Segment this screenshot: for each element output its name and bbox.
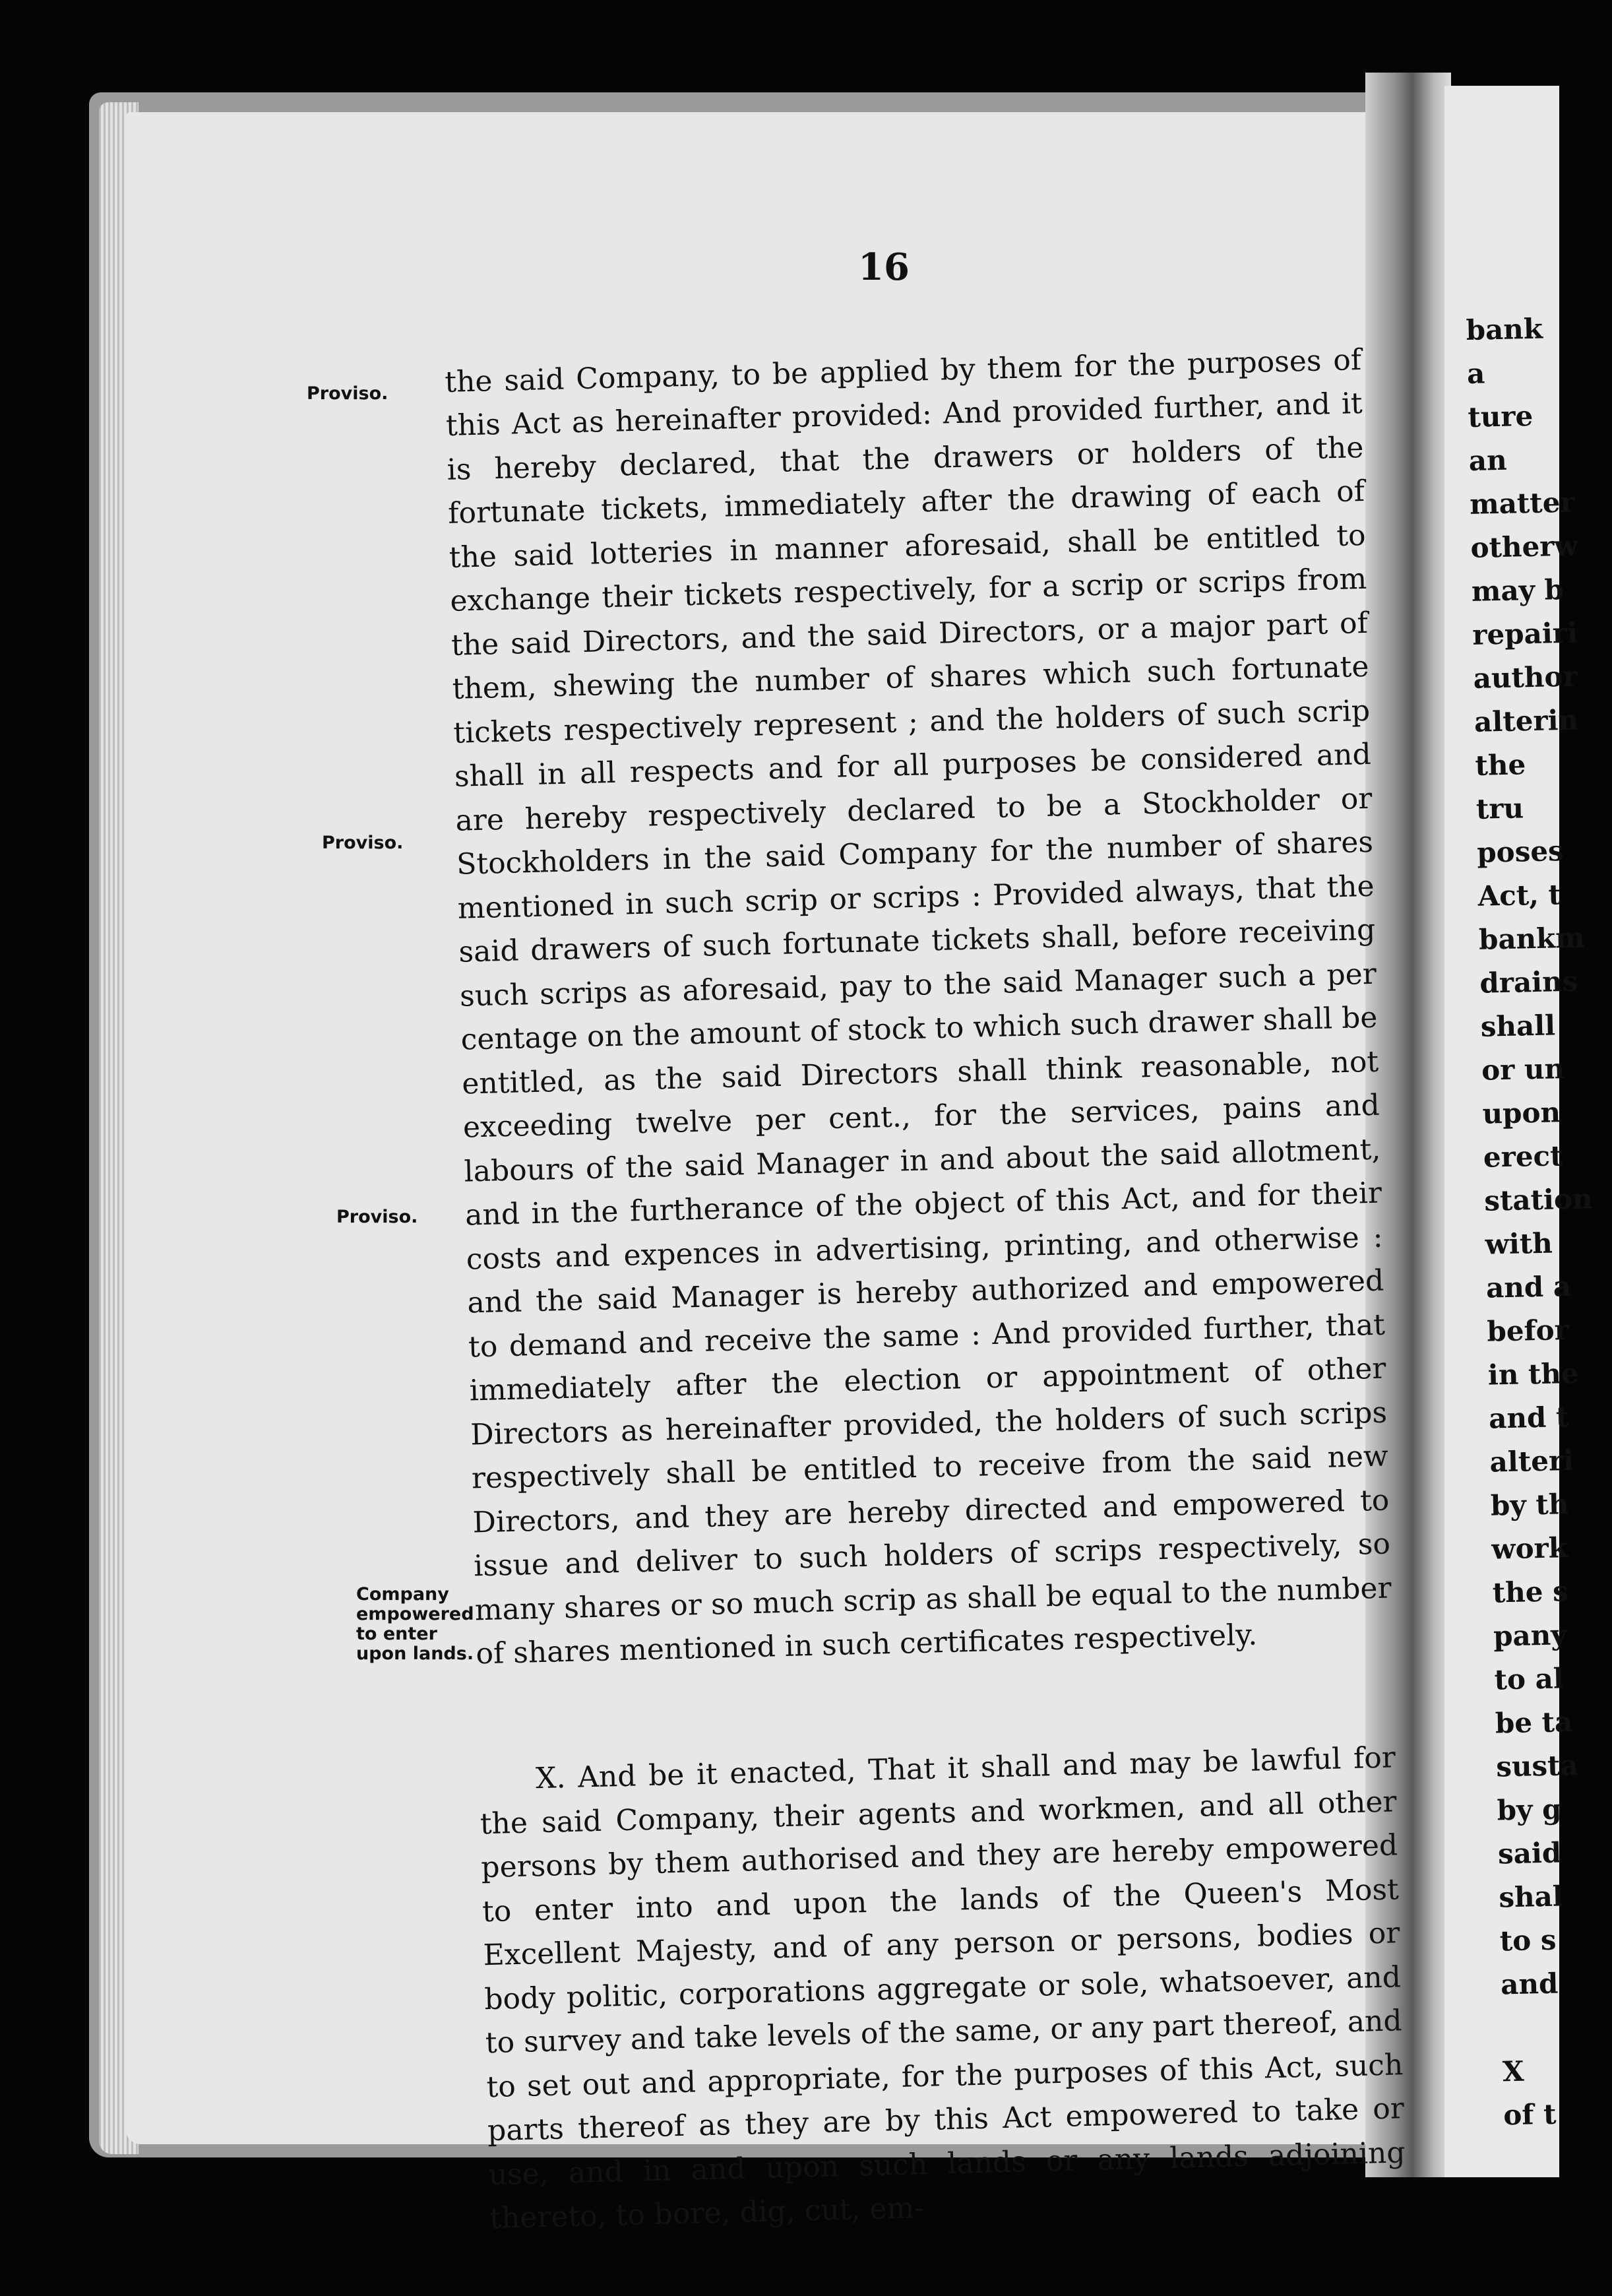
margin-note-company-empowered: Company empowered to enter upon lands. [356, 1584, 474, 1664]
page-number: 16 [858, 245, 910, 289]
margin-note-proviso-3: Proviso. [336, 1207, 418, 1227]
facing-page-text: bank a ture an matter otherw may b repairi author alterin the tru poses Act, t bankm drains shall or un upon erect station with and a befor in the and t alteri by th work the s pany to al be ta susta by g said shal to s and X of t [1466, 312, 1593, 2132]
margin-note-proviso-2: Proviso. [322, 833, 404, 853]
page-body-text [443, 294, 1408, 2285]
margin-note-proviso-1: Proviso. [307, 383, 388, 404]
paragraph-provisos: the said Company, to be applied by them for the purposes of this Act as hereinafter provided: And provided further, and it is hereby declared, that the drawers or holders of the fortunate tickets, immediately after the drawing of each of the said lotteries in manner aforesaid, shall be entitled to exchange their tickets respectively, for a scrip or scrips from the said Directors, and the said Directors, or a major part of them, shewing the number of shares which such fortunate tickets respectively represent ; and the holders of such scrip shall in all respects and for all purposes be considered and are hereby respectively declared to be a Stockholder or Stockholders in the said Company for the number of shares mentioned in such scrip or scrips : Provided always, that the said drawers of such fortunate tickets shall, before receiving such scrips as aforesaid, pay to the said Manager such a per centage on the amount of stock to which such drawer shall be entitled, as the said Directors shall think reasonable, not exceeding twelve per cent., for the services, pains and labours of the said Manager in and about the said allotment, and in the furtherance of the object of this Act, and for their costs and expences in advertising, printing, and otherwise : and the said Manager is hereby authorized and empowered to demand and receive the same : And provided further, that immediately after the election or appointment of other Directors as hereinafter provided, the holders of such scrips respectively shall be entitled to receive from the said new Directors, and they are hereby directed and empowered to issue and deliver to such holders of scrips respectively, so many shares or so much scrip as shall be equal to the number of shares mentioned in such certificates respectively. [444, 342, 1392, 1671]
paragraph-section-x: X. And be it enacted, That it shall and may be lawful for the said Company, their agents and workmen, and all other persons by them authorised and they are hereby empowered to enter into and upon the lands of the Queen's Most Excellent Majesty, and of any person or persons, bodies or body politic, corporations aggregate or sole, whatsoever, and to survey and take levels of the same, or any part thereof, and to set out and appropriate, for the purposes of this Act, such parts thereof as they are by this Act empowered to take or use, and in and upon such lands or any lands adjoining thereto, to bore, dig, cut, em- [480, 1740, 1406, 2236]
